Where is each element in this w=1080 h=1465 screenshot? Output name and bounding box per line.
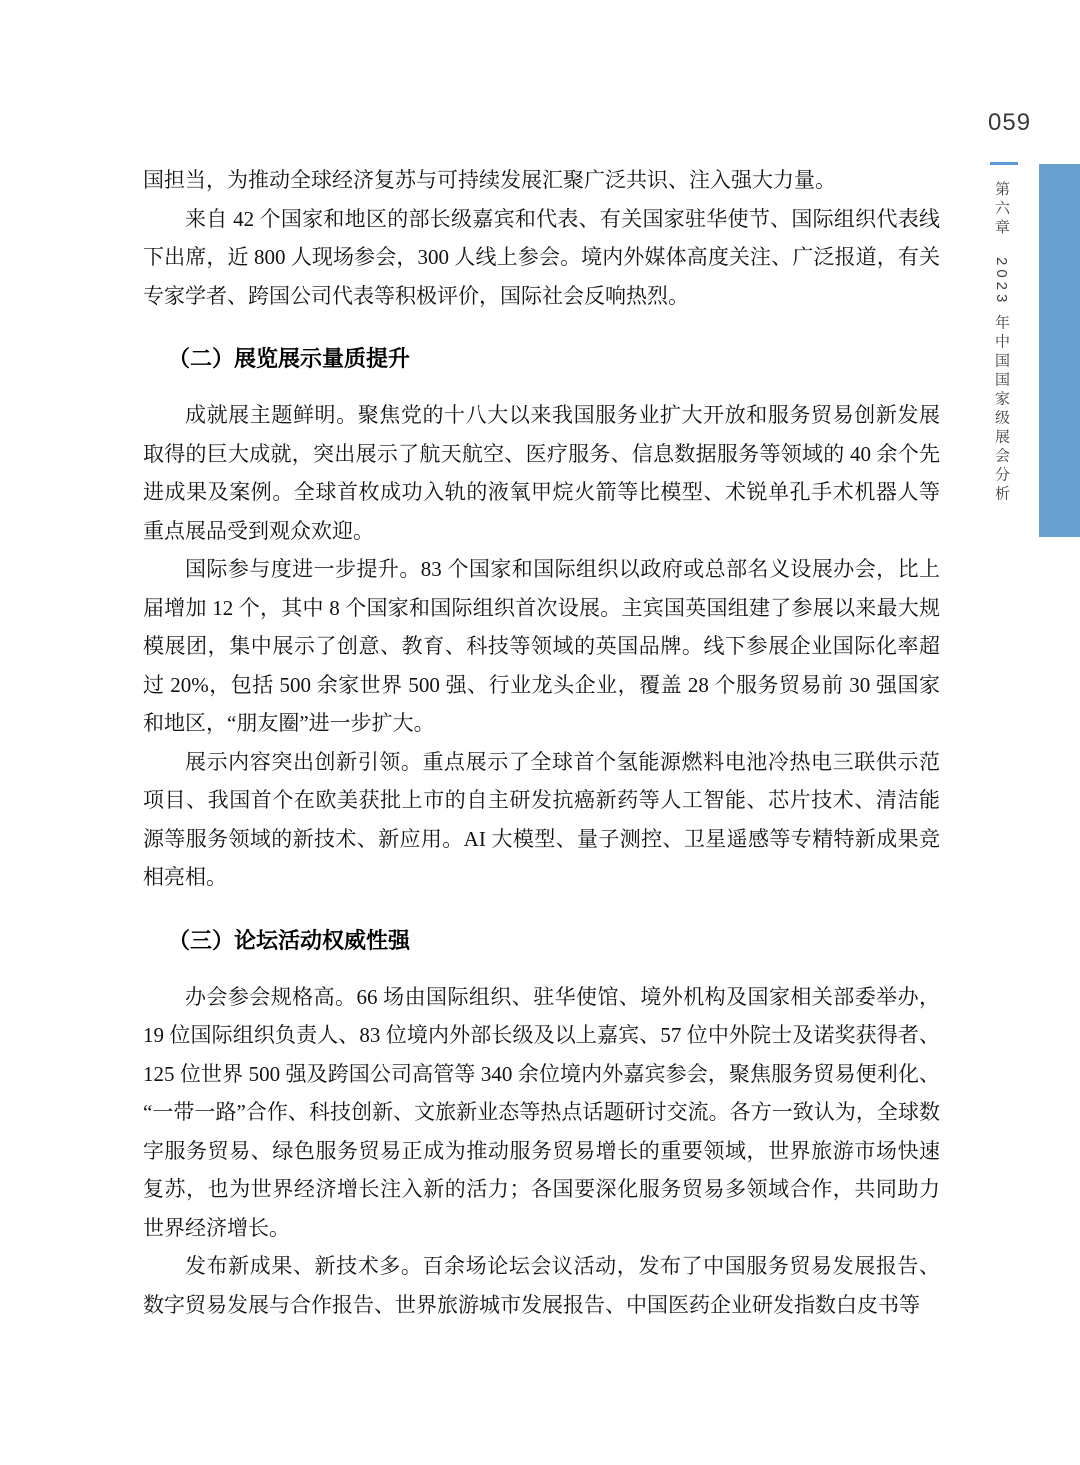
- paragraph-achievement-exhibition: 成就展主题鲜明。聚焦党的十八大以来我国服务业扩大开放和服务贸易创新发展取得的巨大成就，突出展示了航天航空、医疗服务、信息数据服务等领域的 40 余个先进成果及案例。全球首枚成功入轨的液氧甲烷火箭等比模型、术锐单孔手术机器人等重点展品受到观众欢迎。: [143, 403, 940, 543]
- page-number: 059: [988, 109, 1032, 136]
- paragraph-intro-continuation: 国担当，为推动全球经济复苏与可持续发展汇聚广泛共识、注入强大力量。: [143, 168, 836, 192]
- paragraph-new-results: 发布新成果、新技术多。百余场论坛会议活动，发布了中国服务贸易发展报告、数字贸易发展与合作报告、世界旅游城市发展报告、中国医药企业研发指数白皮书等: [143, 1254, 940, 1317]
- content-column: [143, 161, 940, 1324]
- paragraph-forum-level: 办会参会规格高。66 场由国际组织、驻华使馆、境外机构及国家相关部委举办，19 位国际组织负责人、83 位境内外部长级及以上嘉宾、57 位中外院士及诺奖获得者、125 位世界 500 强及跨国公司高管等 340 余位境内外嘉宾参会，聚焦服务贸易便利化、“一带一路”合作、科技创新、文旅新业态等热点话题研讨交流。各方一致认为，全球数字服务贸易、绿色服务贸易正成为推动服务贸易增长的重要领域，世界旅游市场快速复苏，也为世界经济增长注入新的活力；各国要深化服务贸易多领域合作，共同助力世界经济增长。: [143, 984, 940, 1240]
- paragraph-attendance: 来自 42 个国家和地区的部长级嘉宾和代表、有关国家驻华使节、国际组织代表线下出席，近 800 人现场参会，300 人线上参会。境内外媒体高度关注、广泛报道，有关专家学者、跨国公司代表等积极评价，国际社会反响热烈。: [143, 206, 940, 308]
- section-heading-2: （二）展览展示量质提升: [168, 346, 411, 371]
- chapter-accent-bar: [1039, 164, 1080, 537]
- chapter-sidebar-label: 第六章 2023 年中国国家级展会分析: [993, 181, 1010, 505]
- chapter-accent-line: [990, 162, 1018, 165]
- paragraph-international-participation: 国际参与度进一步提升。83 个国家和国际组织以政府或总部名义设展办会，比上届增加 12 个，其中 8 个国家和国际组织首次设展。主宾国英国组建了参展以来最大规模展团，集中展示了创意、教育、科技等领域的英国品牌。线下参展企业国际化率超过 20%，包括 500 余家世界 500 强、行业龙头企业，覆盖 28 个服务贸易前 30 强国家和地区，“朋友圈”进一步扩大。: [143, 557, 940, 735]
- paragraph-innovation-content: 展示内容突出创新引领。重点展示了全球首个氢能源燃料电池冷热电三联供示范项目、我国首个在欧美获批上市的自主研发抗癌新药等人工智能、芯片技术、清洁能源等服务领域的新技术、新应用。AI 大模型、量子测控、卫星遥感等专精特新成果竞相亮相。: [143, 749, 940, 889]
- section-heading-3: （三）论坛活动权威性强: [168, 927, 411, 953]
